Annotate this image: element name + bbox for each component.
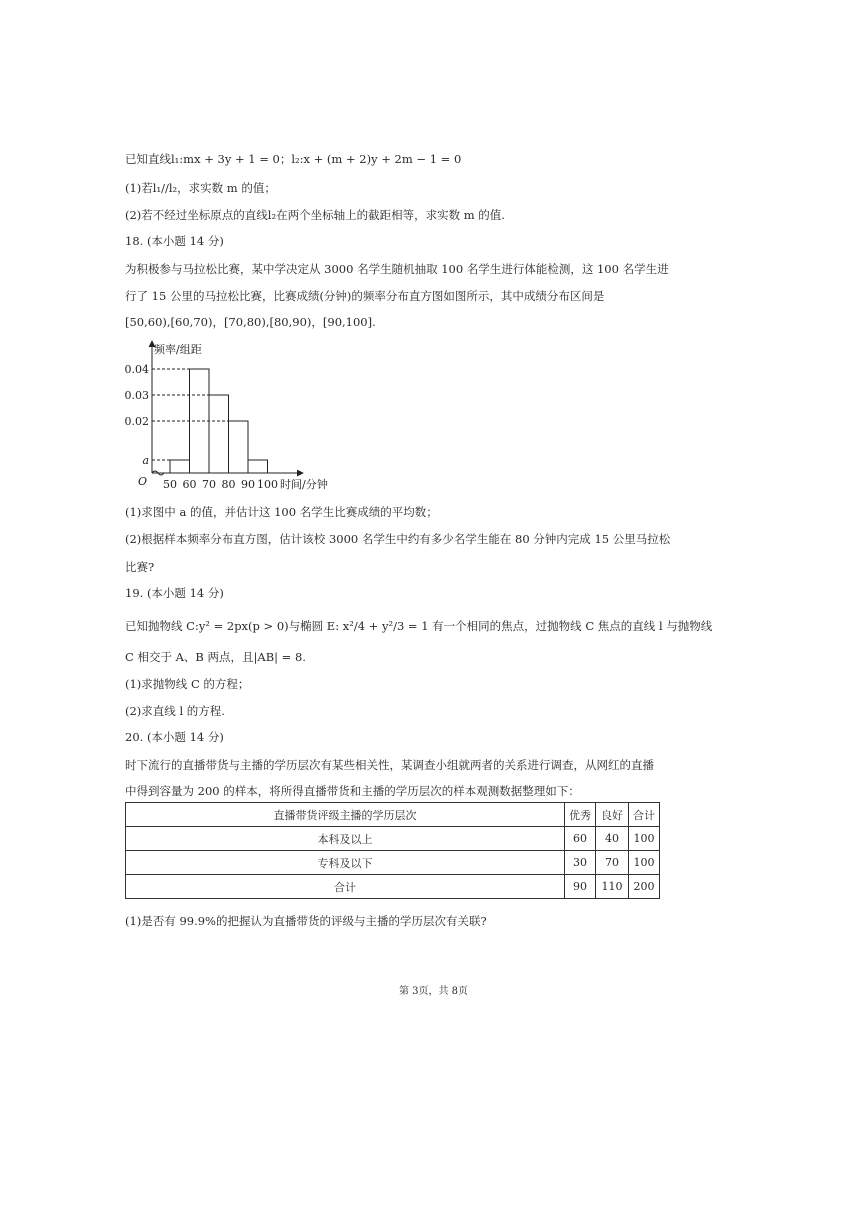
- q18-text3: [50,60),[60,70)，[70,80),[80,90)，[90,100].: [125, 315, 376, 329]
- x-tick-label: 90: [241, 478, 255, 491]
- table-row: [126, 827, 660, 851]
- histogram-bar: [248, 460, 268, 473]
- q18-part1: (1)求图中 a 的值，并估计这 100 名学生比赛成绩的平均数；: [125, 505, 438, 519]
- q17-part2: (2)若不经过坐标原点的直线l₂在两个坐标轴上的截距相等，求实数 m 的值.: [125, 208, 505, 222]
- frequency-histogram: [118, 335, 358, 493]
- x-axis-label: 时间/分钟: [280, 478, 328, 491]
- reference-lines: [152, 369, 229, 460]
- y-tick-label: 0.04: [124, 363, 149, 376]
- x-tick-label: 50: [163, 478, 177, 491]
- q20-text1: 时下流行的直播带货与主播的学历层次有某些相关性，某调查小组就两者的关系进行调查，从网红的直播: [125, 758, 654, 772]
- table-cell: 40: [596, 827, 629, 851]
- x-tick-label: 100: [257, 478, 278, 491]
- table-row: [126, 875, 660, 899]
- table-cell: 专科及以下: [126, 851, 565, 875]
- table-header-cell: 良好: [596, 803, 629, 827]
- y-tick-label: 0.02: [124, 415, 149, 428]
- table-cell: 100: [629, 827, 660, 851]
- q20-header: 20. (本小题 14 分): [125, 730, 224, 744]
- table-header-row: [126, 803, 660, 827]
- table-cell: 30: [565, 851, 596, 875]
- q18-text1: 为积极参与马拉松比赛，某中学决定从 3000 名学生随机抽取 100 名学生进行体能检测，这 100 名学生进: [125, 262, 669, 276]
- q19-line1: 已知抛物线 C:y² = 2px(p > 0)与椭圆 E: x²/4 + y²/3 = 1 有一个相同的焦点，过抛物线 C 焦点的直线 l 与抛物线: [125, 619, 713, 633]
- table-header-cell: 合计: [629, 803, 660, 827]
- table-cell: 100: [629, 851, 660, 875]
- table-cell: 200: [629, 875, 660, 899]
- table-cell: 60: [565, 827, 596, 851]
- page-footer: 第 3页，共 8页: [398, 986, 469, 997]
- table-cell: 110: [596, 875, 629, 899]
- table-header-cell: 优秀: [565, 803, 596, 827]
- q18-part2a: (2)根据样本频率分布直方图，估计该校 3000 名学生中约有多少名学生能在 80 分钟内完成 15 公里马拉松: [125, 532, 671, 546]
- q17-stem: 已知直线l₁:mx + 3y + 1 = 0；l₂:x + (m + 2)y + 2m − 1 = 0: [125, 152, 462, 166]
- x-tick-label: 80: [221, 478, 236, 491]
- q19-line2: C 相交于 A、B 两点，且|AB| = 8.: [125, 650, 306, 664]
- histogram-bar: [229, 421, 249, 473]
- x-tick-label: 70: [202, 478, 216, 491]
- q17-part1: (1)若l₁//l₂，求实数 m 的值；: [125, 181, 276, 195]
- q19-part2: (2)求直线 l 的方程.: [125, 704, 225, 718]
- y-axis-label: 频率/组距: [154, 343, 202, 356]
- table-cell: 90: [565, 875, 596, 899]
- y-tick-labels: [125, 363, 150, 467]
- table-row: [126, 851, 660, 875]
- q20-part1: (1)是否有 99.9%的把握认为直播带货的评级与主播的学历层次有关联?: [125, 914, 487, 928]
- table-cell: 本科及以上: [126, 827, 565, 851]
- q19-header: 19. (本小题 14 分): [125, 586, 224, 600]
- histogram-bar: [170, 460, 190, 473]
- q18-header: 18. (本小题 14 分): [125, 234, 224, 248]
- histogram-bar: [209, 395, 229, 473]
- table-cell: 70: [596, 851, 629, 875]
- q18-part2b: 比赛?: [125, 560, 155, 574]
- data-table: [125, 802, 660, 899]
- table-header-cell: 直播带货评级主播的学历层次: [126, 803, 565, 827]
- q20-text2: 中得到容量为 200 的样本，将所得直播带货和主播的学历层次的样本观测数据整理如下：: [125, 784, 580, 798]
- table-cell: 合计: [126, 875, 565, 899]
- q18-text2: 行了 15 公里的马拉松比赛，比赛成绩(分钟)的频率分布直方图如图所示，其中成绩分布区间是: [125, 289, 605, 303]
- y-tick-label: a: [142, 454, 149, 467]
- q19-part1: (1)求抛物线 C 的方程；: [125, 677, 250, 691]
- x-tick-label: 60: [182, 478, 197, 491]
- origin-label: O: [138, 475, 148, 488]
- x-tick-labels: [163, 478, 278, 491]
- y-tick-label: 0.03: [124, 389, 149, 402]
